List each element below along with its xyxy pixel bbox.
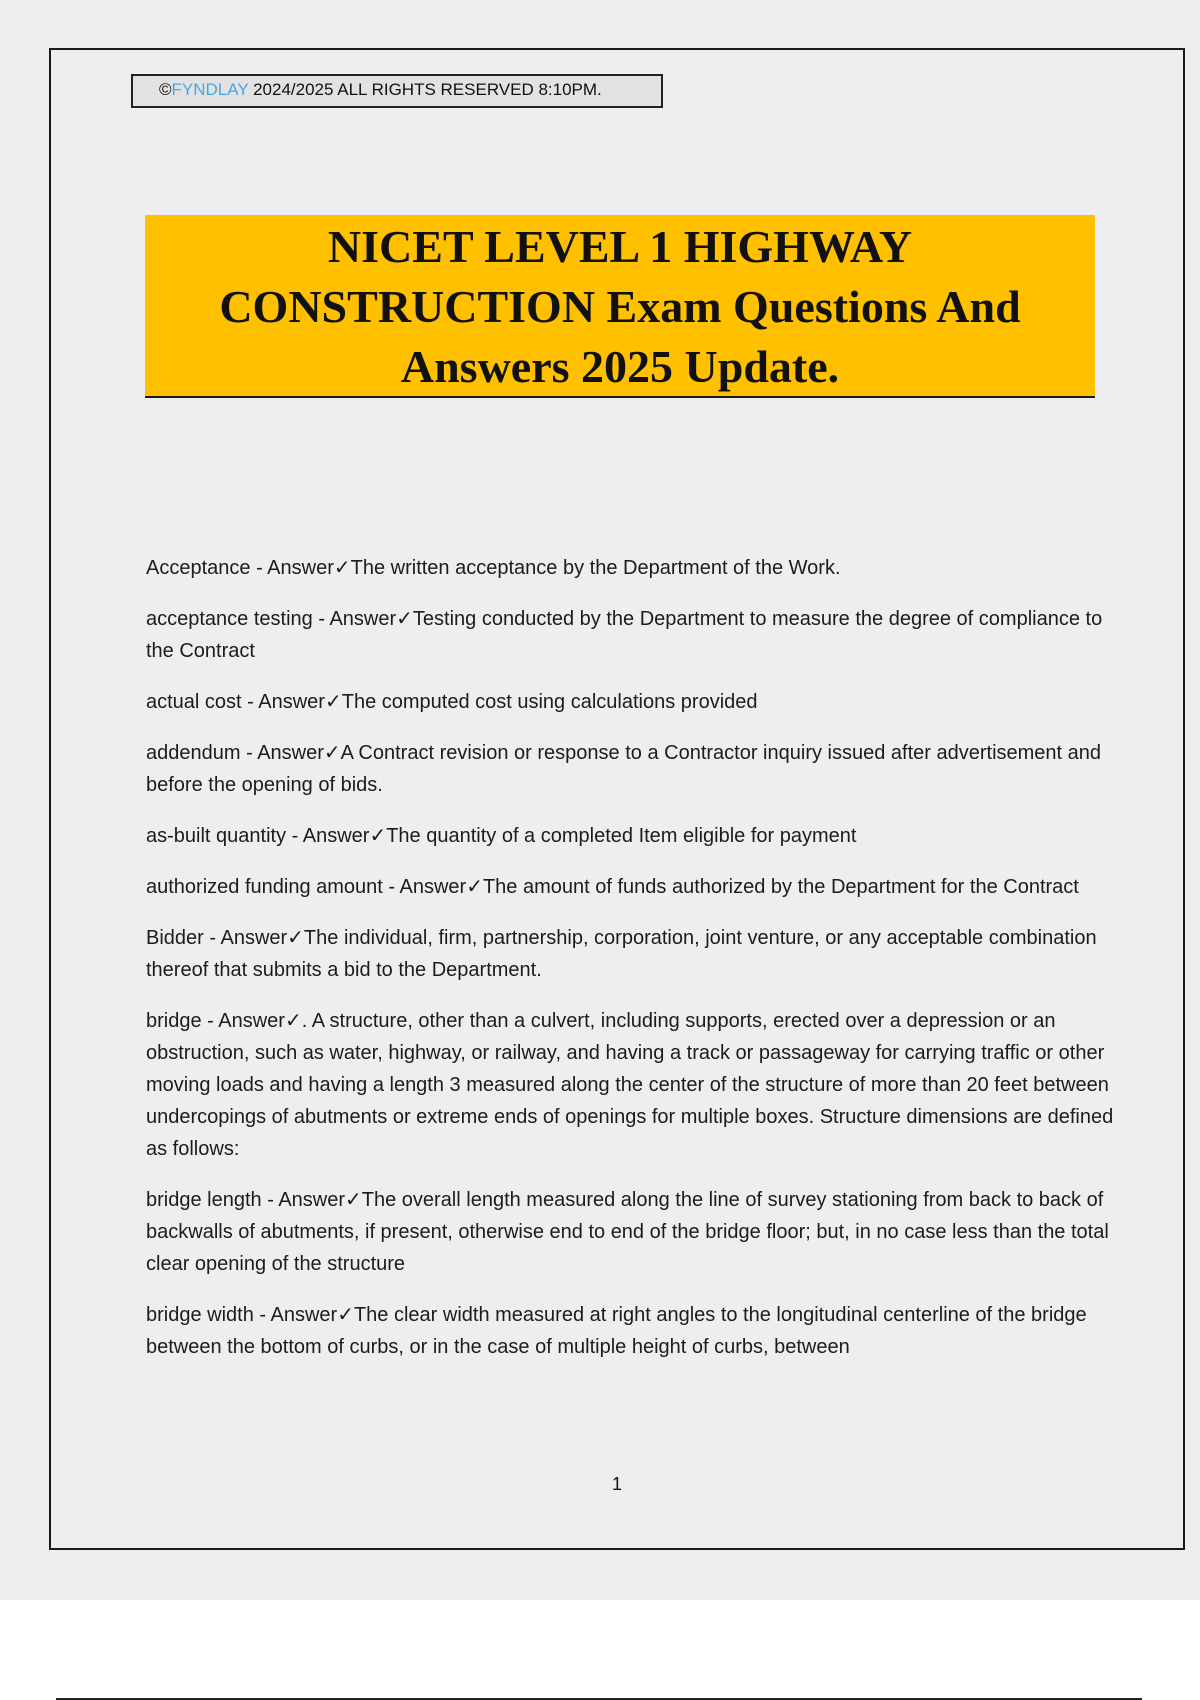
page-number: 1	[611, 1474, 622, 1494]
copyright-symbol: ©	[159, 80, 172, 99]
definition-entry: Acceptance - Answer✓The written acceptance by the Department of the Work.	[146, 557, 841, 579]
title-line-3: Answers 2025 Update.	[400, 341, 840, 392]
definitions-list	[146, 552, 1126, 1382]
definition-entry: acceptance testing - Answer✓Testing conducted by the Department to measure the degree of compliance to the Contract	[146, 608, 1103, 662]
definition-entry: Bidder - Answer✓The individual, firm, partnership, corporation, joint venture, or any acceptable combination thereof that submits a bid to the Department.	[146, 927, 1097, 981]
definition-entry: authorized funding amount - Answer✓The amount of funds authorized by the Department for the Contract	[146, 876, 1079, 898]
definition-entry: actual cost - Answer✓The computed cost using calculations provided	[146, 691, 758, 713]
definition-entry: addendum - Answer✓A Contract revision or response to a Contractor inquiry issued after advertisement and before the opening of bids.	[146, 742, 1102, 796]
document-page	[49, 48, 1185, 1550]
copyright-notice	[131, 74, 663, 108]
definition-entry: bridge width - Answer✓The clear width measured at right angles to the longitudinal centerline of the bridge between the bottom of curbs, or in the case of multiple height of curbs, between	[146, 1304, 1087, 1358]
definition-entry: as-built quantity - Answer✓The quantity of a completed Item eligible for payment	[146, 825, 857, 847]
title-line-2: CONSTRUCTION Exam Questions And	[219, 281, 1021, 332]
title-line-1: NICET LEVEL 1 HIGHWAY	[327, 221, 913, 272]
definition-entry: bridge length - Answer✓The overall length measured along the line of survey stationing from back to back of backwalls of abutments, if present, otherwise end to end of the bridge floor; but, in no case less than the total clear opening of the structure	[146, 1189, 1109, 1275]
definition-entry: bridge - Answer✓. A structure, other than a culvert, including supports, erected over a depression or an obstruction, such as water, highway, or railway, and having a track or passageway for carrying traffic or other moving loads and having a length 3 measured along the center of the structure of more than 20 feet between undercopings of abutments or extreme ends of openings for multiple boxes. Structure dimensions are defined as follows:	[146, 1010, 1114, 1160]
page-title	[145, 215, 1095, 398]
copyright-brand: FYNDLAY	[171, 80, 249, 99]
copyright-text: 2024/2025 ALL RIGHTS RESERVED 8:10PM.	[248, 80, 602, 99]
